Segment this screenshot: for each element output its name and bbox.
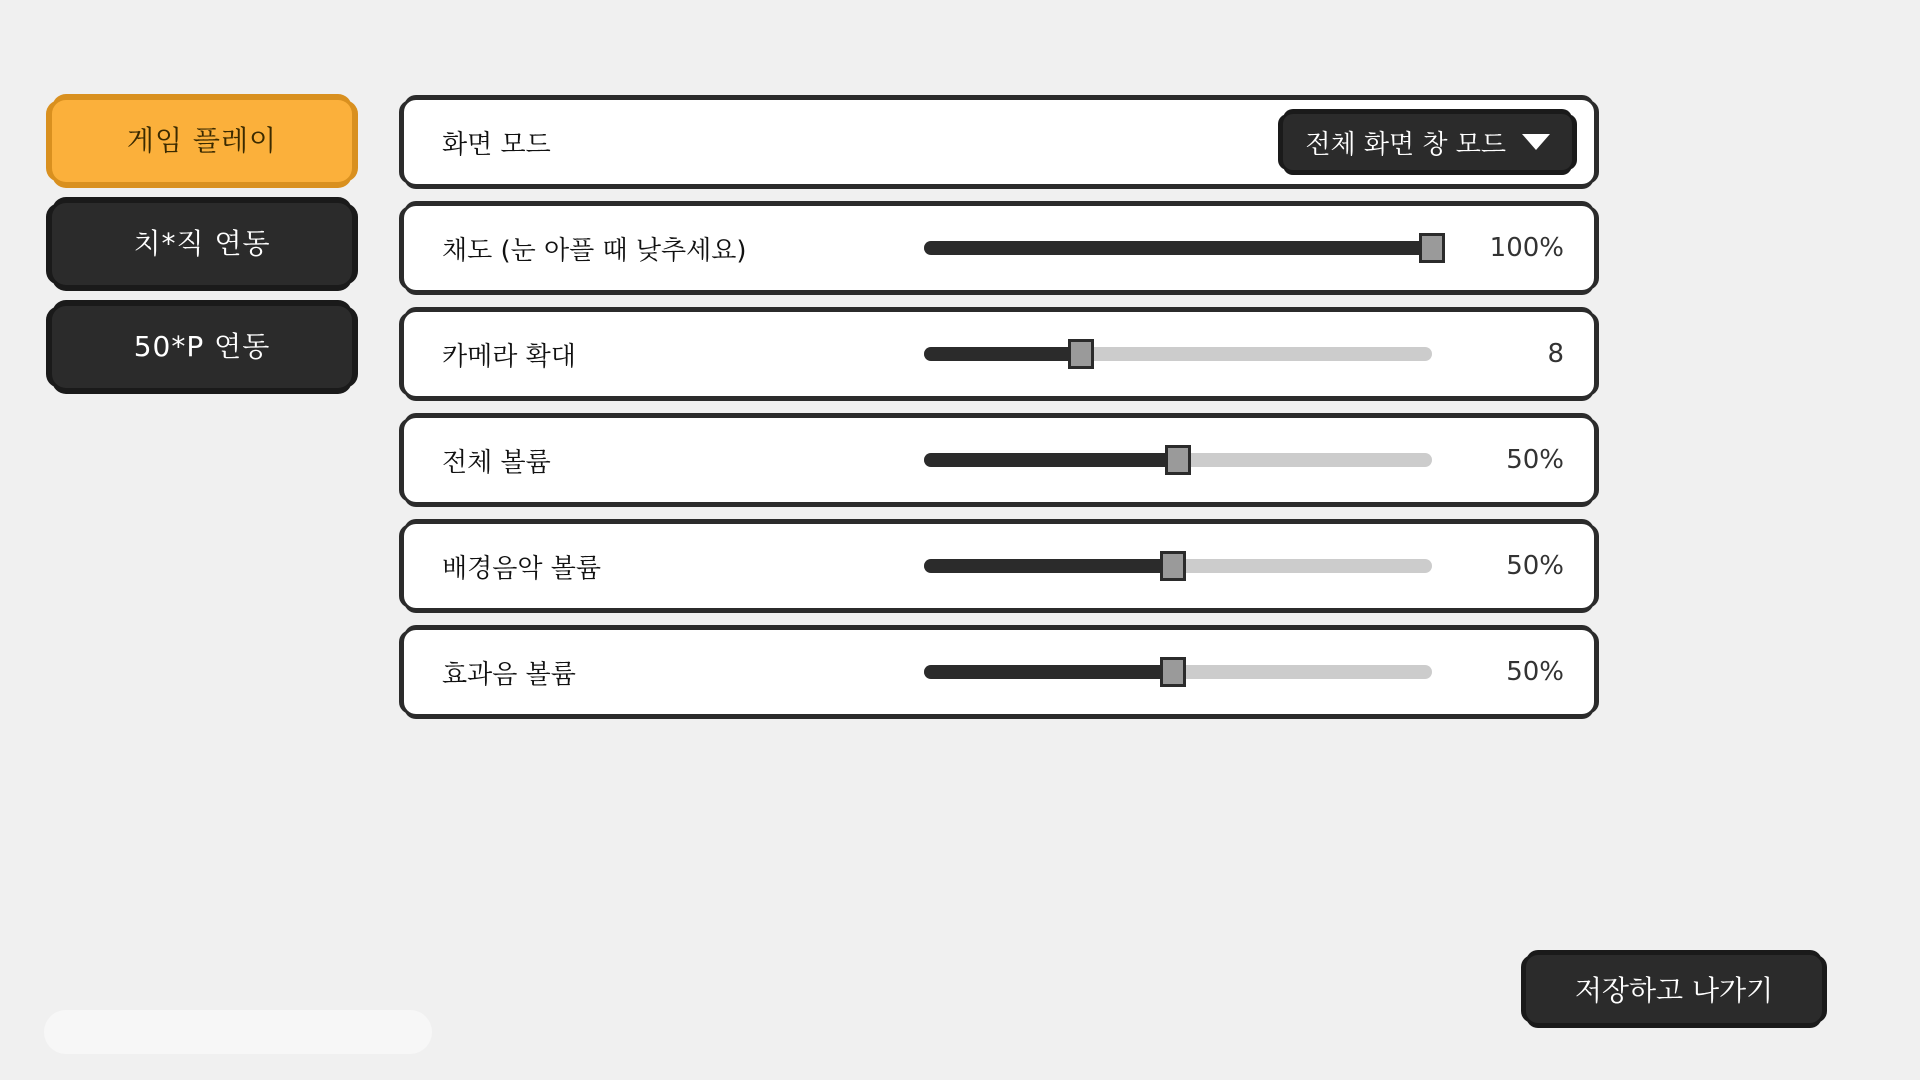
saturation-slider[interactable] [924,238,1432,258]
chevron-down-icon [1522,134,1550,150]
sfx-volume-value: 50% [1506,657,1564,687]
bgm-volume-value: 50% [1506,551,1564,581]
slider-fill [924,559,1173,573]
slider-fill [924,347,1081,361]
slider-fill [924,665,1173,679]
sidebar-item-chzzk-link[interactable] [52,203,352,285]
sidebar-item-gameplay[interactable] [52,100,352,182]
bottom-left-pill [44,1010,432,1054]
sidebar-item-label: 50*P 연동 [133,330,271,363]
setting-label: 화면 모드 [442,129,551,160]
setting-row-bgm-volume [404,524,1594,608]
slider-knob[interactable] [1165,445,1191,475]
sidebar-item-label: 게임 플레이 [126,124,278,157]
slider-knob[interactable] [1160,657,1186,687]
camera-zoom-value: 8 [1547,339,1564,369]
master-volume-value: 50% [1506,445,1564,475]
slider-knob[interactable] [1419,233,1445,263]
setting-row-saturation [404,206,1594,290]
slider-fill [924,241,1432,255]
setting-label: 채도 (눈 아플 때 낮추세요) [442,235,747,266]
setting-label: 전체 볼륨 [442,447,551,478]
setting-label: 효과음 볼륨 [442,659,576,690]
setting-label: 배경음악 볼륨 [442,553,601,584]
sfx-volume-slider[interactable] [924,662,1432,682]
bgm-volume-slider[interactable] [924,556,1432,576]
slider-knob[interactable] [1160,551,1186,581]
camera-zoom-slider[interactable] [924,344,1432,364]
setting-row-master-volume [404,418,1594,502]
setting-row-display-mode [404,100,1594,184]
sidebar-item-soop-link[interactable] [52,306,352,388]
setting-row-sfx-volume [404,630,1594,714]
save-and-exit-label: 저장하고 나가기 [1574,974,1774,1007]
save-and-exit-button[interactable] [1526,955,1822,1023]
sidebar-item-label: 치*직 연동 [133,227,271,260]
slider-fill [924,453,1178,467]
display-mode-value: 전체 화면 창 모드 [1305,129,1506,160]
setting-row-camera-zoom [404,312,1594,396]
settings-rows [404,100,1594,714]
master-volume-slider[interactable] [924,450,1432,470]
setting-label: 카메라 확대 [442,341,576,372]
slider-knob[interactable] [1068,339,1094,369]
settings-category-tabs [52,100,352,388]
display-mode-dropdown[interactable] [1283,114,1572,170]
saturation-value: 100% [1489,233,1564,263]
